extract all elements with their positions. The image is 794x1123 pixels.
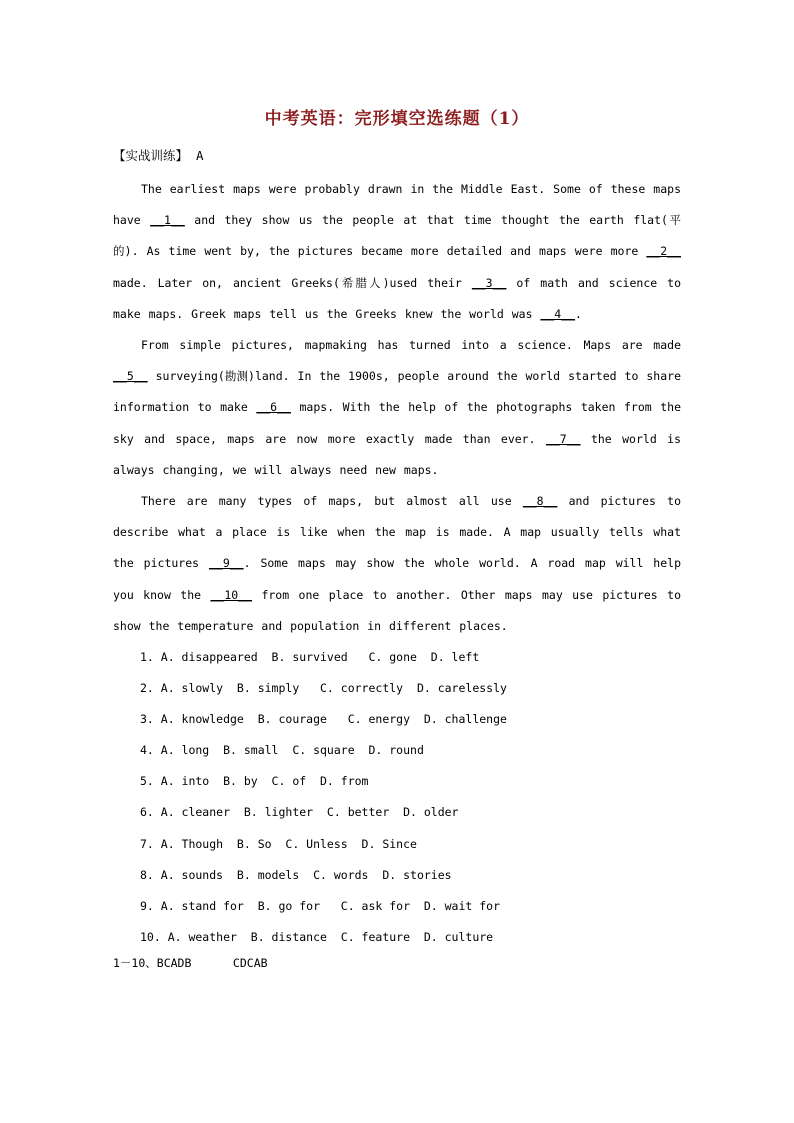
page-title: 中考英语：完形填空选练题（1） xyxy=(264,109,530,129)
blank-1: __1__ xyxy=(150,213,185,228)
blank-3: __3__ xyxy=(471,275,507,290)
passage-text: from one place to another. Other maps may use pictures to show the temperature and population in different places. xyxy=(113,587,681,633)
passage-text: the world is always changing, we will always need new maps. xyxy=(113,431,681,477)
blank-5: __5__ xyxy=(113,369,148,384)
passage-text: and they show us the people at that time thought the earth flat(平的). As time went by, the pictures became more detailed and maps were more xyxy=(113,213,681,259)
option-line-7: 7. A. Though B. So C. Unless D. Since xyxy=(140,836,417,851)
answer-key: 1－10、BCADB CDCAB xyxy=(113,956,268,970)
document-page xyxy=(113,0,681,1123)
passage-text: The earliest maps were probably drawn in the Middle East. Some of these maps have xyxy=(113,182,681,228)
passage-paragraph-1 xyxy=(113,174,681,330)
passage-text: . Some maps may show the whole world. A road map will help you know the xyxy=(113,556,681,602)
passage-text: From simple pictures, mapmaking has turned into a science. Maps are made xyxy=(141,338,681,353)
section-label-text: 【实战训练】 xyxy=(113,148,189,163)
section-label xyxy=(113,146,204,164)
option-line-2: 2. A. slowly B. simply C. correctly D. carelessly xyxy=(140,681,507,696)
blank-10: __10__ xyxy=(210,587,253,602)
option-line-6: 6. A. cleaner B. lighter C. better D. older xyxy=(140,805,459,820)
option-line-4: 4. A. long B. small C. square D. round xyxy=(140,743,424,758)
blank-4: __4__ xyxy=(540,306,576,321)
blank-2: __2__ xyxy=(646,244,681,259)
passage-text: surveying(勘测)land. In the 1900s, people around the world started to share information to make xyxy=(113,369,681,415)
option-line-8: 8. A. sounds B. models C. words D. stories xyxy=(140,867,452,882)
option-line-10: 10. A. weather B. distance C. feature D. culture xyxy=(140,929,494,944)
option-line-5: 5. A. into B. by C. of D. from xyxy=(140,774,369,789)
options-list xyxy=(140,642,681,953)
option-line-9: 9. A. stand for B. go for C. ask for D. wait for xyxy=(140,898,501,913)
blank-8: __8__ xyxy=(522,494,558,509)
passage-text: . xyxy=(575,306,582,321)
option-line-3: 3. A. knowledge B. courage C. energy D. challenge xyxy=(140,712,507,727)
option-line-1: 1. A. disappeared B. survived C. gone D. left xyxy=(140,650,480,664)
passage-text: There are many types of maps, but almost all use xyxy=(141,494,523,509)
blank-7: __7__ xyxy=(545,431,581,446)
passage-text: made. Later on, ancient Greeks(希腊人)used their xyxy=(113,275,472,290)
section-part: A xyxy=(196,148,204,163)
cloze-passage xyxy=(113,174,681,642)
passage-paragraph-3 xyxy=(113,486,681,642)
passage-text: maps. With the help of the photographs taken from the sky and space, maps are now more exactly made than ever. xyxy=(113,400,681,446)
blank-9: __9__ xyxy=(208,556,244,571)
passage-paragraph-2 xyxy=(113,330,681,486)
blank-6: __6__ xyxy=(256,400,291,415)
passage-text: and pictures to describe what a place is like when the map is made. A map usually tells what the pictures xyxy=(113,494,681,571)
passage-text: of math and science to make maps. Greek maps tell us the Greeks knew the world was xyxy=(113,275,681,321)
